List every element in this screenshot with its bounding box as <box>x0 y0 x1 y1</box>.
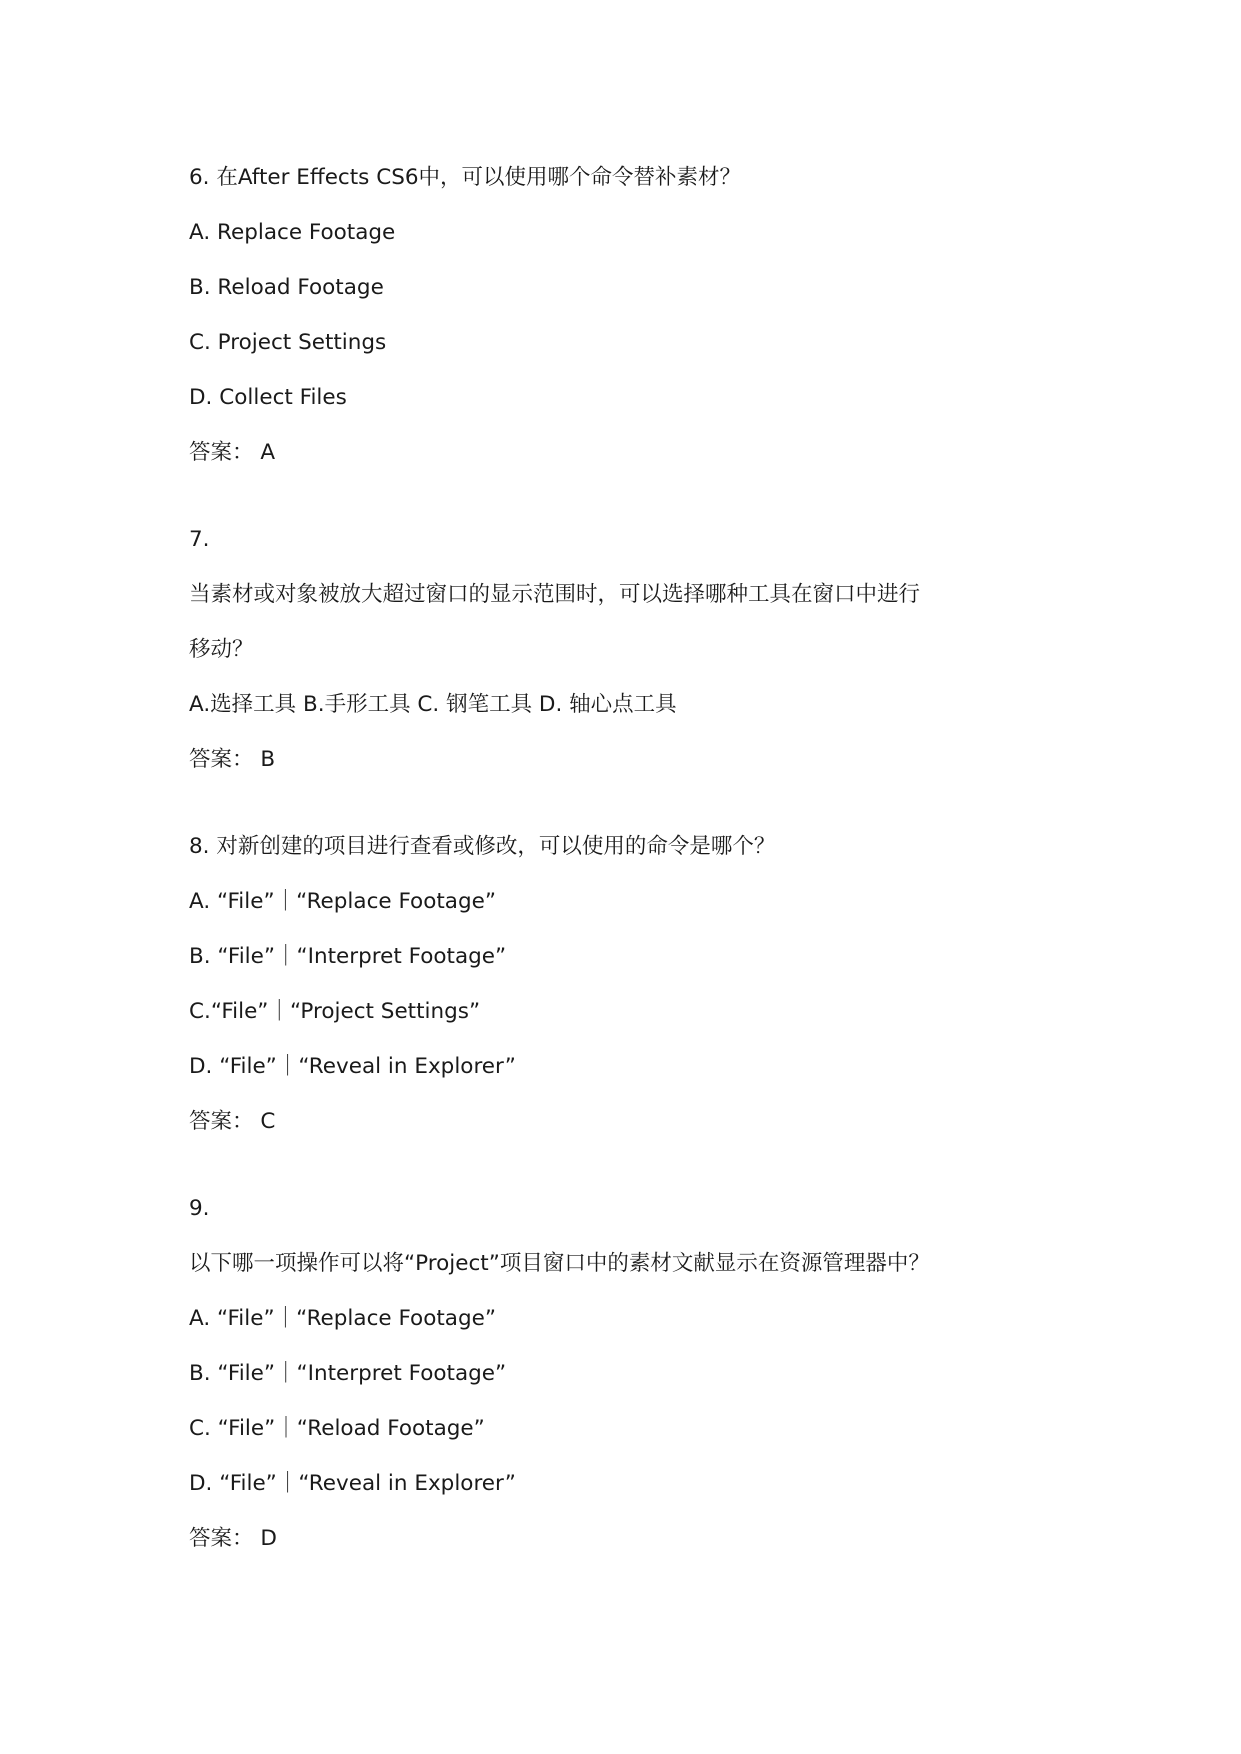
question-6-option-c: C. Project Settings <box>189 330 387 355</box>
question-6-answer: 答案： A <box>189 440 276 465</box>
question-9-option-c: C. “File”｜“Reload Footage” <box>189 1416 485 1441</box>
question-8-option-b: B. “File”｜“Interpret Footage” <box>189 944 507 969</box>
question-8-option-d: D. “File”｜“Reveal in Explorer” <box>189 1054 516 1079</box>
question-9-number: 9. <box>189 1196 210 1221</box>
question-8-option-a: A. “File”｜“Replace Footage” <box>189 889 496 914</box>
question-8-title: 8. 对新创建的项目进行查看或修改，可以使用的命令是哪个？ <box>189 834 776 859</box>
question-7-answer: 答案： B <box>189 747 276 772</box>
question-9-stem: 以下哪一项操作可以将“Project”项目窗口中的素材文献显示在资源管理器中？ <box>189 1251 930 1276</box>
question-7-stem-line-2: 移动？ <box>189 637 254 662</box>
question-6-option-d: D. Collect Files <box>189 385 347 410</box>
question-8-option-c: C.“File”｜“Project Settings” <box>189 999 481 1024</box>
question-9-option-b: B. “File”｜“Interpret Footage” <box>189 1361 507 1386</box>
question-9-option-a: A. “File”｜“Replace Footage” <box>189 1306 496 1331</box>
question-7-options: A.选择工具 B.手形工具 C. 钢笔工具 D. 轴心点工具 <box>189 692 677 717</box>
question-7-stem-line-1: 当素材或对象被放大超过窗口的显示范围时，可以选择哪种工具在窗口中进行 <box>189 582 921 607</box>
question-7-number: 7. <box>189 527 210 552</box>
question-9-option-d: D. “File”｜“Reveal in Explorer” <box>189 1471 516 1496</box>
question-6-option-b: B. Reload Footage <box>189 275 384 300</box>
question-6-option-a: A. Replace Footage <box>189 220 396 245</box>
question-6-title: 6. 在After Effects CS6中，可以使用哪个命令替补素材？ <box>189 165 742 190</box>
question-8-answer: 答案： C <box>189 1109 276 1134</box>
question-9-answer: 答案： D <box>189 1526 277 1551</box>
